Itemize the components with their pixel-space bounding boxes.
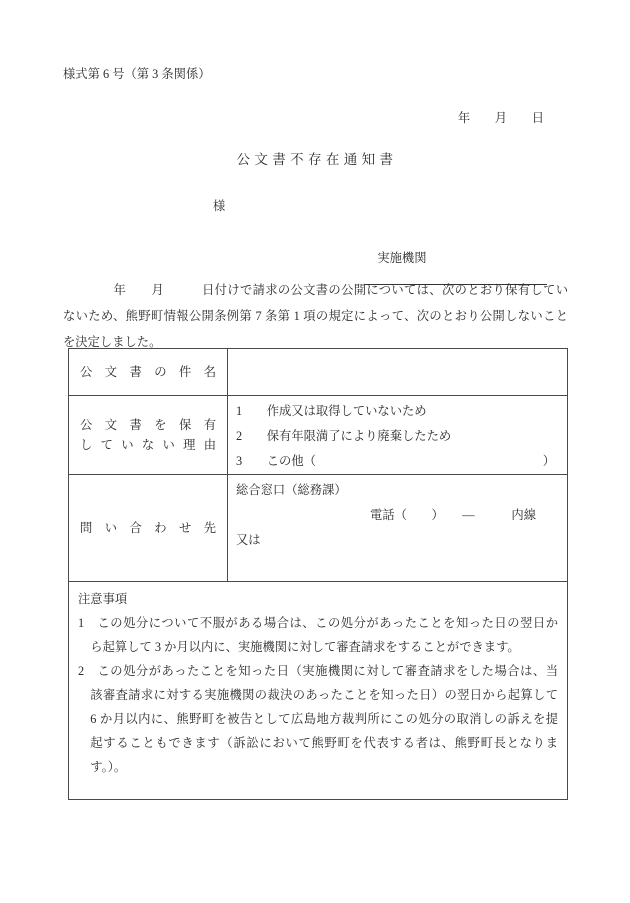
decision-table (68, 348, 568, 800)
reasons-label-cell (69, 396, 228, 475)
contact-line-3: 又は (236, 533, 261, 547)
table-row-notes (69, 582, 568, 800)
notes-cell (69, 582, 568, 800)
note-2-line-1: 2 この処分があったことを知った日（実施機関に対して審査請求をした場合は、当 (78, 664, 558, 678)
reasons-label-line-1: 公文書を保有 (80, 418, 216, 432)
body-line-3: を決定しました。 (63, 335, 162, 349)
date-line: 年 月 日 (457, 111, 544, 125)
subject-label: 公文書の件名 (80, 365, 216, 379)
contact-line-1: 総合窓口（総務課） (236, 483, 347, 497)
reasons-value-cell (228, 396, 568, 475)
contact-phone-line: 電話（ ） ― 内線 (370, 508, 537, 522)
contact-label-cell (69, 475, 228, 582)
body-line-1: 年 月 日付けで請求の公文書の公開については、次のとおり保有してい (63, 283, 568, 297)
contact-label: 問い合わせ先 (80, 521, 216, 535)
table-row-contact (69, 475, 568, 582)
subject-label-cell (69, 349, 228, 396)
reason-option-3 (236, 449, 555, 474)
table-row-reasons (69, 396, 568, 475)
reasons-label-line-2: していない理由 (80, 438, 216, 452)
form-number: 様式第 6 号（第 3 条関係） (63, 67, 211, 81)
note-1-line-1: 1 この処分について不服がある場合は、この処分があったことを知った日の翌日か (78, 616, 558, 630)
agency-label: 実施機関 (377, 251, 427, 265)
reason-option-3-text: 3 この他（ (236, 454, 316, 468)
note-2-line-3: 6 か月以内に、熊野町を被告として広島地方裁判所にこの処分の取消しの訴えを提 (90, 712, 558, 726)
note-2-line-4: 起することもできます（訴訟において熊野町を代表する者は、熊野町長となりま (90, 736, 558, 750)
body-paragraph (63, 277, 568, 355)
notes-heading: 注意事項 (78, 592, 128, 606)
reason-option-3-close-paren: ） (542, 454, 555, 468)
subject-value-cell (228, 349, 568, 396)
reason-option-1: 1 作成又は取得していないため (236, 404, 427, 418)
contact-value-cell (228, 475, 568, 582)
body-line-2: ないため、熊野町情報公開条例第 7 条第 1 項の規定によって、次のとおり公開しないこと (63, 309, 568, 323)
note-1-line-2: ら起算して 3 か月以内に、実施機関に対して審査請求をすることができます。 (90, 640, 520, 654)
note-2-line-2: 該審査請求に対する実施機関の裁決のあったことを知った日）の翌日から起算して (90, 688, 558, 702)
page-title: 公 文 書 不 存 在 通 知 書 (236, 152, 394, 167)
addressee-suffix: 様 (213, 199, 226, 213)
reason-option-2: 2 保有年限満了により廃棄したため (236, 429, 452, 443)
table-row-subject (69, 349, 568, 396)
note-2-line-5: す。）。 (90, 760, 127, 774)
